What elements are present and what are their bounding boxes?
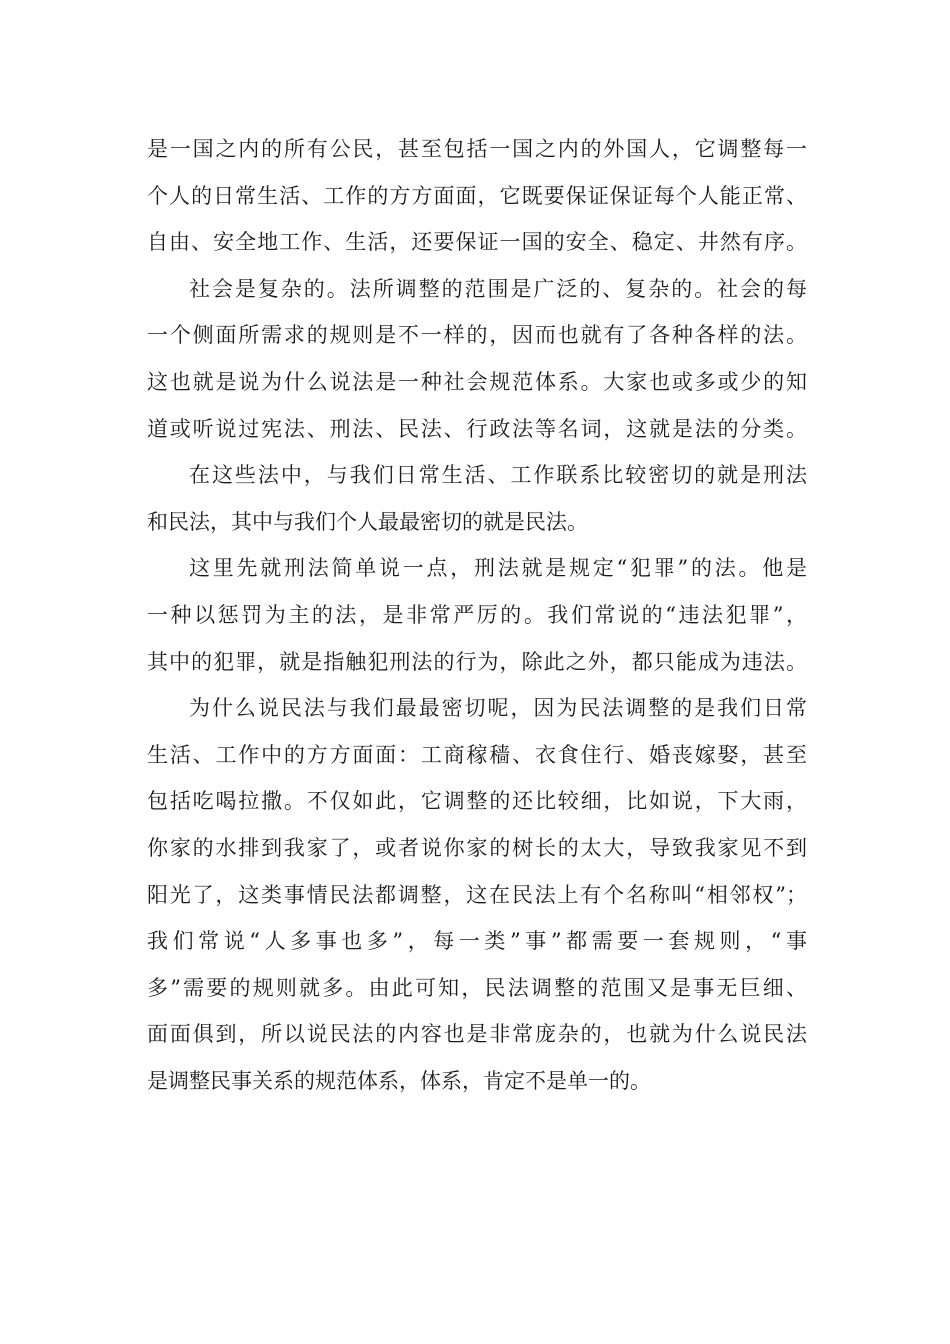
text-line: 在这些法中，与我们日常生活、工作联系比较密切的就是刑法	[189, 463, 807, 488]
text-line: 道或听说过宪法、刑法、民法、行政法等名词，这就是法的分类。	[147, 416, 807, 441]
text-line: 社会是复杂的。法所调整的范围是广泛的、复杂的。社会的每	[189, 276, 807, 301]
text-line: 生活、工作中的方方面面：工商稼穑、衣食住行、婚丧嫁娶，甚至	[147, 742, 807, 767]
text-line: 你家的水排到我家了，或者说你家的树长的太大，导致我家见不到	[147, 835, 807, 860]
text-line: 多”需要的规则就多。由此可知，民法调整的范围又是事无巨细、	[147, 975, 807, 1000]
text-line: 我们常说“人多事也多”，每一类”事”都需要一套规则，“事	[147, 929, 807, 954]
text-line: 自由、安全地工作、生活，还要保证一国的安全、稳定、井然有序。	[147, 230, 807, 255]
text-line: 一种以惩罚为主的法，是非常严厉的。我们常说的“违法犯罪”，	[147, 602, 807, 627]
text-line: 阳光了，这类事情民法都调整，这在民法上有个名称叫“相邻权”；	[147, 882, 807, 907]
text-line: 个人的日常生活、工作的方方面面，它既要保证保证每个人能正常、	[147, 183, 807, 208]
text-line: 这也就是说为什么说法是一种社会规范体系。大家也或多或少的知	[147, 369, 807, 394]
text-line: 这里先就刑法简单说一点，刑法就是规定“犯罪”的法。他是	[189, 556, 807, 581]
text-line: 和民法，其中与我们个人最最密切的就是民法。	[147, 509, 588, 534]
body-text	[147, 126, 807, 1104]
text-line: 为什么说民法与我们最最密切呢，因为民法调整的是我们日常	[189, 696, 807, 721]
text-line: 包括吃喝拉撒。不仅如此，它调整的还比较细，比如说，下大雨，	[147, 789, 807, 814]
text-line: 面面俱到，所以说民法的内容也是非常庞杂的，也就为什么说民法	[147, 1022, 807, 1047]
text-line: 是调整民事关系的规范体系，体系，肯定不是单一的。	[147, 1068, 651, 1093]
text-line: 一个侧面所需求的规则是不一样的，因而也就有了各种各样的法。	[147, 323, 807, 348]
text-line: 是一国之内的所有公民，甚至包括一国之内的外国人，它调整每一	[147, 137, 807, 161]
text-line: 其中的犯罪，就是指触犯刑法的行为，除此之外，都只能成为违法。	[147, 649, 807, 674]
